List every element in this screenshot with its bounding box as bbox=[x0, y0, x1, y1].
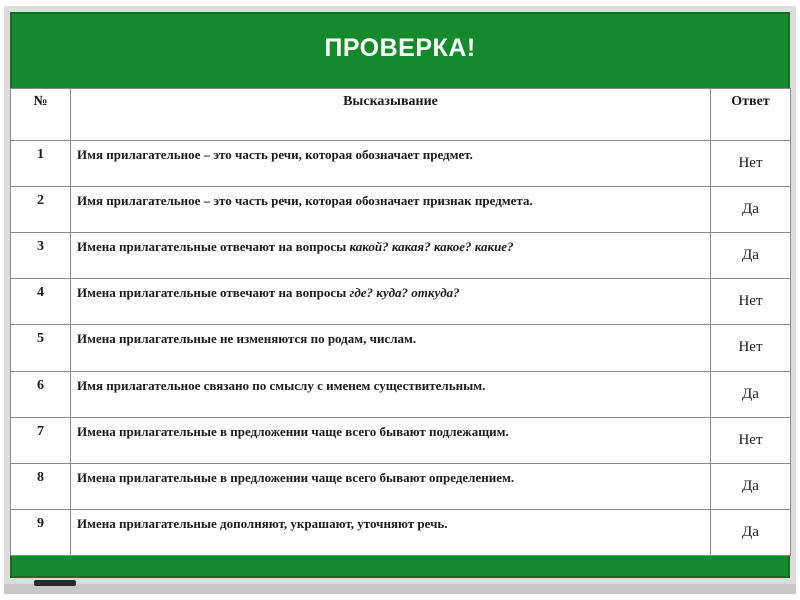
row-statement: Имена прилагательные дополняют, украшают, уточняют речь. bbox=[71, 509, 711, 555]
header-statement: Высказывание bbox=[71, 89, 711, 141]
chalk-piece bbox=[34, 580, 76, 586]
table-row bbox=[11, 417, 791, 463]
row-statement bbox=[71, 233, 711, 279]
row-statement: Имена прилагательные в предложении чаще всего бывают определением. bbox=[71, 463, 711, 509]
table-row bbox=[11, 371, 791, 417]
row-number: 7 bbox=[11, 417, 71, 463]
table-row bbox=[11, 279, 791, 325]
page-title: ПРОВЕРКА! bbox=[324, 34, 476, 62]
row-answer: Нет bbox=[711, 279, 791, 325]
row-statement: Имена прилагательные в предложении чаще всего бывают подлежащим. bbox=[71, 417, 711, 463]
row-statement-text: Имена прилагательные отвечают на вопросы bbox=[77, 239, 350, 255]
check-table bbox=[10, 88, 791, 556]
row-answer: Да bbox=[711, 187, 791, 233]
row-number: 9 bbox=[11, 509, 71, 555]
table-row bbox=[11, 463, 791, 509]
table-row bbox=[11, 141, 791, 187]
header-number: № bbox=[11, 89, 71, 141]
row-answer: Да bbox=[711, 233, 791, 279]
row-statement: Имена прилагательные не изменяются по родам, числам. bbox=[71, 325, 711, 371]
row-statement: Имя прилагательное – это часть речи, которая обозначает предмет. bbox=[71, 141, 711, 187]
chalkboard-frame bbox=[4, 6, 796, 594]
row-answer: Да bbox=[711, 509, 791, 555]
table-row bbox=[11, 509, 791, 555]
answer-sheet bbox=[10, 88, 790, 556]
row-answer: Да bbox=[711, 371, 791, 417]
row-number: 4 bbox=[11, 279, 71, 325]
header-answer: Ответ bbox=[711, 89, 791, 141]
row-number: 6 bbox=[11, 371, 71, 417]
row-statement-italic: где? куда? откуда? bbox=[349, 285, 460, 301]
chalk-ledge bbox=[4, 584, 796, 594]
table-row bbox=[11, 325, 791, 371]
row-answer: Да bbox=[711, 463, 791, 509]
table-row bbox=[11, 233, 791, 279]
row-answer: Нет bbox=[711, 417, 791, 463]
row-number: 3 bbox=[11, 233, 71, 279]
row-statement-text: Имена прилагательные отвечают на вопросы bbox=[77, 285, 350, 301]
row-statement bbox=[71, 279, 711, 325]
row-number: 1 bbox=[11, 141, 71, 187]
row-number: 8 bbox=[11, 463, 71, 509]
row-statement-italic: какой? какая? какое? какие? bbox=[349, 239, 514, 255]
row-answer: Нет bbox=[711, 141, 791, 187]
row-statement: Имя прилагательное связано по смыслу с именем существительным. bbox=[71, 371, 711, 417]
row-number: 5 bbox=[11, 325, 71, 371]
table-row bbox=[11, 187, 791, 233]
row-statement: Имя прилагательное – это часть речи, которая обозначает признак предмета. bbox=[71, 187, 711, 233]
row-number: 2 bbox=[11, 187, 71, 233]
table-header-row bbox=[11, 89, 791, 141]
row-answer: Нет bbox=[711, 325, 791, 371]
chalkboard bbox=[10, 12, 790, 578]
